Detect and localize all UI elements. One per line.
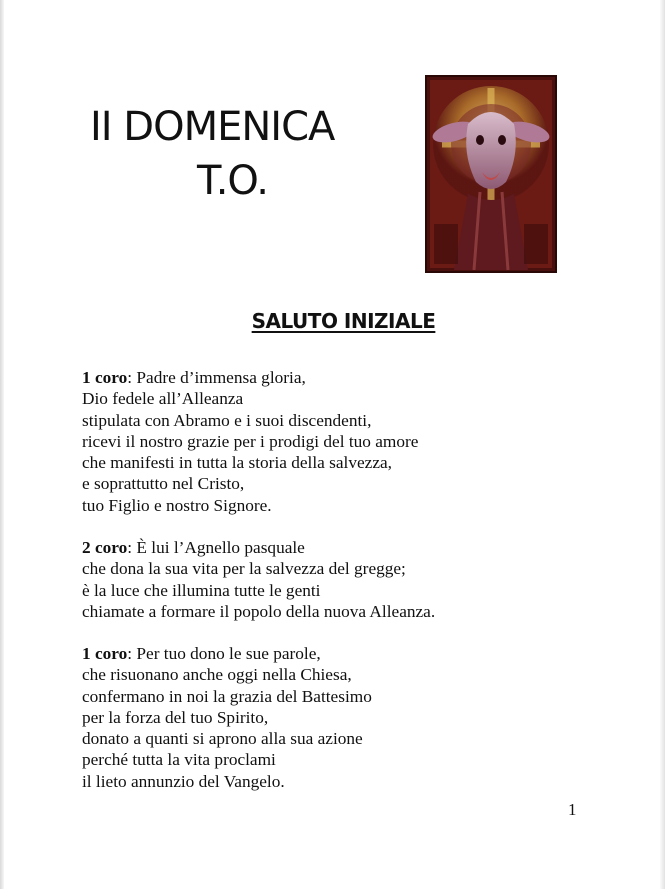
stanza-line: e soprattutto nel Cristo, — [82, 474, 245, 494]
speaker-separator: : — [127, 368, 137, 387]
speaker-label: 1 coro — [82, 644, 128, 663]
speaker-separator: : — [127, 644, 137, 663]
stanza-line: perché tutta la vita proclami — [82, 750, 276, 770]
page-title-line2: T.O. — [197, 158, 268, 204]
stanza-line — [82, 537, 622, 558]
stanza-line: è la luce che illumina tutte le genti — [82, 580, 321, 600]
page-edge-right — [660, 0, 665, 889]
stanza-line: confermano in noi la grazia del Battesimo — [82, 686, 372, 706]
stanza-line: che dona la sua vita per la salvezza del gregge; — [82, 559, 406, 579]
stanza-3 — [82, 643, 622, 792]
page-title — [90, 100, 400, 208]
stanza-line: che risuonano anche oggi nella Chiesa, — [82, 665, 352, 685]
stanza-text: È lui l’Agnello pasquale — [136, 538, 305, 557]
page-number: 1 — [568, 800, 577, 819]
stanza-line: per la forza del tuo Spirito, — [82, 707, 269, 727]
stanza-line: chiamate a formare il popolo della nuova Alleanza. — [82, 601, 436, 621]
stanza-line: tuo Figlio e nostro Signore. — [82, 495, 272, 515]
stanza-line: Dio fedele all’Alleanza — [82, 389, 244, 409]
section-title: SALUTO INIZIALE — [251, 309, 436, 333]
stanza-line: donato a quanti si aprono alla sua azione — [82, 729, 363, 749]
speaker-label: 2 coro — [82, 538, 128, 557]
page-edge-left — [0, 0, 4, 889]
stanza-line: ricevi il nostro grazie per i prodigi del tuo amore — [82, 431, 419, 451]
stanza-line: stipulata con Abramo e i suoi discendenti, — [82, 410, 372, 430]
stanza-2 — [82, 537, 622, 622]
stanza-text: Padre d’immensa gloria, — [136, 368, 306, 387]
speaker-label: 1 coro — [82, 368, 128, 387]
speaker-separator: : — [127, 538, 137, 557]
lamb-of-god-image — [424, 74, 558, 274]
page-title-line1: II DOMENICA — [90, 104, 335, 150]
stanza-line — [82, 367, 622, 388]
stanza-line: il lieto annunzio del Vangelo. — [82, 771, 285, 791]
stanza-1 — [82, 367, 622, 516]
stanza-line — [82, 643, 622, 664]
stanza-text: Per tuo dono le sue parole, — [136, 644, 321, 663]
lamb-icon — [424, 74, 558, 274]
stanza-line: che manifesti in tutta la storia della salvezza, — [82, 453, 392, 473]
